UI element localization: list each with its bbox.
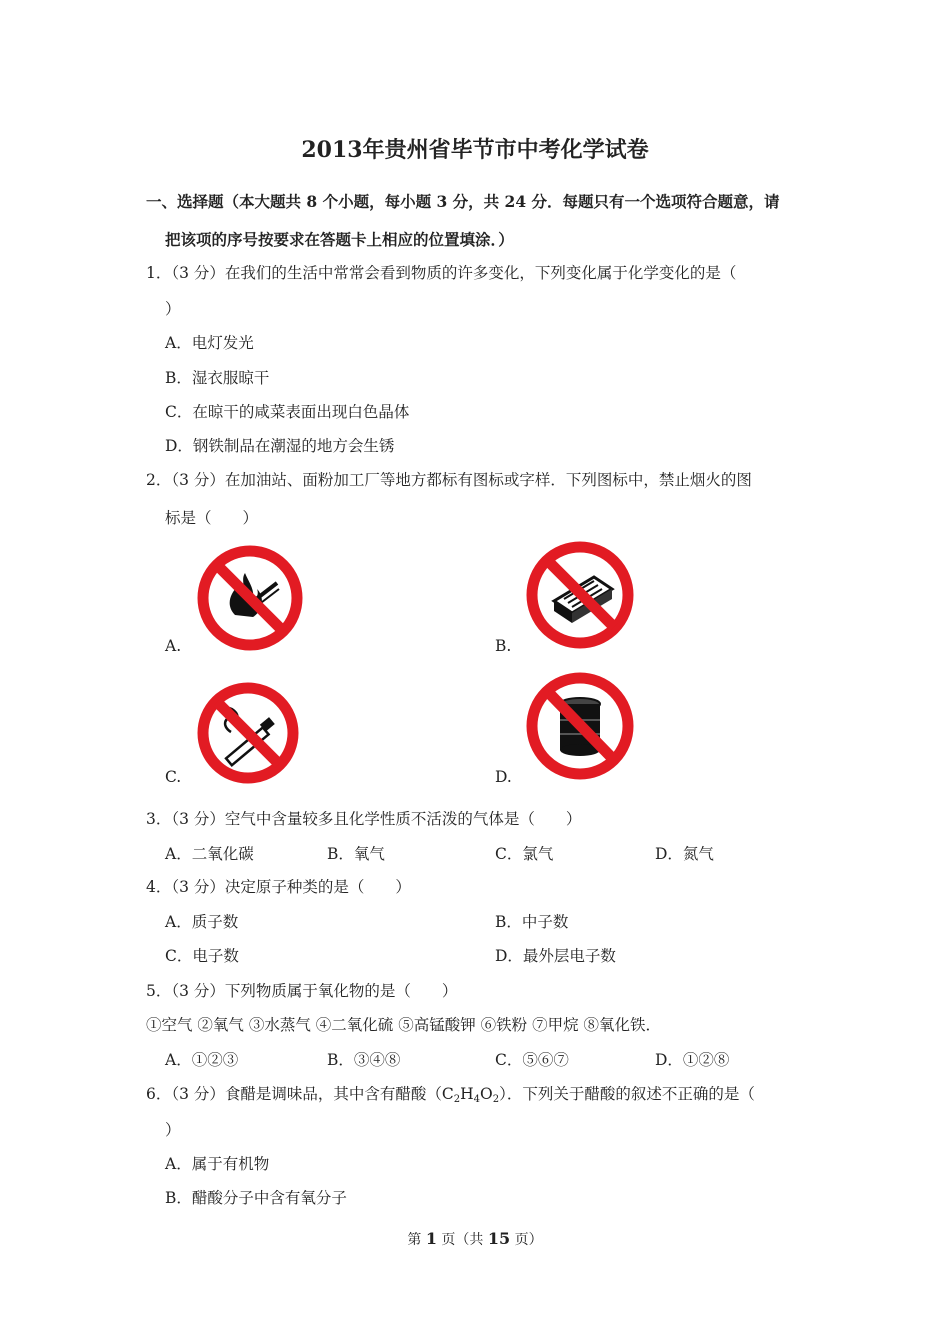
q2-stem-line1: 2．（3 分）在加油站、面粉加工厂等地方都标有图标或字样．下列图标中，禁止烟火的图 (146, 471, 752, 489)
page-total: 15 (487, 1229, 511, 1248)
q1-option-b: B．湿衣服晾干 (165, 369, 270, 387)
q1-stem-line1: 1．（3 分）在我们的生活中常常会看到物质的许多变化，下列变化属于化学变化的是（ (146, 264, 737, 282)
q2-label-c: C. (165, 768, 182, 786)
q4-option-c: C．电子数 (165, 947, 239, 965)
q6-option-b: B．醋酸分子中含有氧分子 (165, 1189, 347, 1207)
q1-option-d: D．钢铁制品在潮湿的地方会生锈 (165, 437, 395, 455)
page-footer: 第 1 页（共 15 页） (407, 1229, 543, 1248)
q3-option-a: A．二氧化碳 (165, 845, 254, 863)
q4-option-d: D．最外层电子数 (495, 947, 616, 965)
q6-stem-line1: 6．（3 分）食醋是调味品，其中含有醋酸$(C_2H_4O_2)$．下列关于醋酸的叙述不正确的是（ (146, 1085, 755, 1105)
q6-option-a: A．属于有机物 (165, 1155, 270, 1173)
q3-option-b: B．氧气 (327, 845, 385, 863)
q5-stem: 5．（3 分）下列物质属于氧化物的是（ ） (146, 982, 458, 1000)
no-smoking-sign-icon (195, 680, 301, 790)
section-heading-line1: 一、选择题（本大题共 8 个小题，每小题 3 分，共 24 分．每题只有一个选项符合题意，请 (146, 192, 780, 211)
q2-stem-line2: 标是（ ） (165, 509, 259, 527)
q6-stem-line2: ） (165, 1121, 181, 1139)
no-fire-match-sign-icon (195, 543, 305, 657)
q4-option-a: A．质子数 (165, 913, 239, 931)
q1-option-c: C．在晾干的咸菜表面出现白色晶体 (165, 403, 410, 421)
q4-stem: 4．（3 分）决定原子种类的是（ ） (146, 878, 411, 896)
q3-stem: 3．（3 分）空气中含量较多且化学性质不活泼的气体是（ ） (146, 810, 582, 828)
q5-items: ①空气 ②氧气 ③水蒸气 ④二氧化硫 ⑤高锰酸钾 ⑥铁粉 ⑦甲烷 ⑧氧化铁． (146, 1016, 661, 1034)
q5-option-a: A．①②③ (165, 1051, 239, 1069)
q3-option-d: D．氮气 (655, 845, 714, 863)
no-matches-box-sign-icon (524, 539, 636, 655)
q1-stem-line2: ） (165, 300, 181, 318)
q5-option-d: D．①②⑧ (655, 1051, 730, 1069)
section-heading-line2: 把该项的序号按要求在答题卡上相应的位置填涂．） (165, 230, 514, 249)
page-number: 1 (425, 1229, 437, 1248)
q4-option-b: B．中子数 (495, 913, 569, 931)
page-title: 2013年贵州省毕节市中考化学试卷 (301, 137, 649, 163)
q2-label-a: A. (165, 637, 182, 655)
q2-label-b: B. (495, 637, 512, 655)
q3-option-c: C．氯气 (495, 845, 554, 863)
q1-option-a: A．电灯发光 (165, 334, 254, 352)
no-oil-drum-sign-icon (524, 670, 636, 786)
q2-label-d: D. (495, 768, 512, 786)
q5-option-c: C．⑤⑥⑦ (495, 1051, 569, 1069)
q5-option-b: B．③④⑧ (327, 1051, 401, 1069)
